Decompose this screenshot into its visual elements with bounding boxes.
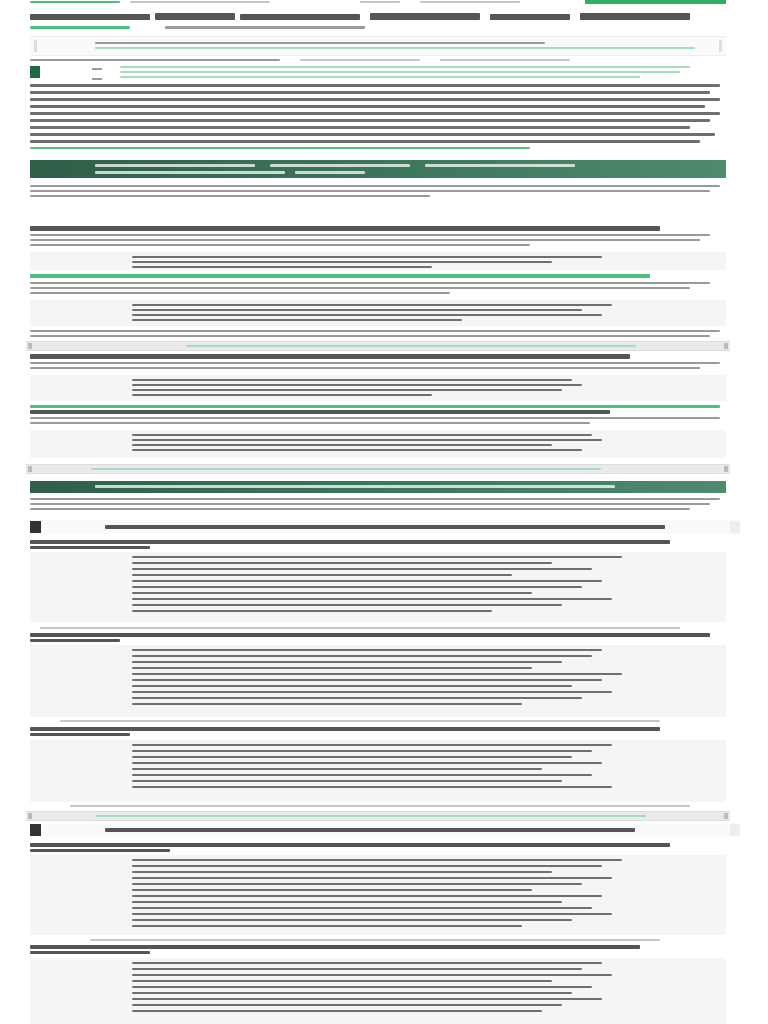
item-2-description: [30, 292, 450, 294]
intro-paragraph: [30, 105, 705, 108]
item-4-code: [132, 434, 592, 436]
section-1-banner-title: [295, 171, 365, 174]
section-1-lead: [30, 190, 710, 192]
subsection-a-item-3-code: [132, 768, 542, 770]
subsection-a-item-3-code: [132, 762, 602, 764]
subsection-a-item-1-code: [132, 562, 552, 564]
breadcrumb-text: [95, 42, 545, 44]
item-2-description: [30, 282, 710, 284]
subsection-a-item-2-title: [30, 639, 120, 642]
item-3-description: [30, 330, 720, 332]
section-1-lead: [30, 195, 430, 197]
section-1-banner-title: [425, 164, 575, 167]
subsection-b-header: [30, 823, 740, 837]
divider-2-label[interactable]: [91, 468, 601, 470]
subsection-a-item-1-code-block: [30, 552, 726, 622]
item-3-code-block: [30, 375, 726, 401]
item-2-description: [30, 287, 690, 289]
breadcrumb-edge: [34, 40, 37, 52]
subsection-b-item-1-code: [132, 925, 522, 927]
site-title: [580, 13, 690, 20]
item-2-code: [132, 319, 462, 321]
subsection-a-item-1-code: [132, 568, 592, 570]
subsection-b-item-1-code: [132, 907, 592, 909]
divider-left-edge: [28, 813, 32, 819]
subsection-a-item-3-code: [132, 780, 562, 782]
subtitle: [165, 26, 365, 29]
subsection-b-item-2-caption: [90, 939, 660, 941]
breadcrumb: [30, 36, 726, 56]
subsection-b-item-1-code: [132, 919, 572, 921]
divider-3: [26, 811, 730, 821]
subsection-a-item-1-code: [132, 580, 602, 582]
subsection-a-item-1-title: [30, 546, 150, 549]
section-1-banner-title: [270, 164, 410, 167]
subsection-b-item-2-code: [132, 968, 582, 970]
intro-paragraph: [30, 119, 710, 122]
divider-right-edge: [724, 466, 728, 472]
item-1-title: [30, 226, 660, 231]
item-4-code: [132, 449, 582, 451]
subsection-a-item-2-code: [132, 679, 602, 681]
item-4-description: [30, 422, 590, 424]
item-4-title: [30, 410, 610, 414]
subsection-a-edge: [730, 521, 740, 533]
item-1-code: [132, 256, 602, 258]
subsection-a-item-2-code: [132, 685, 572, 687]
divider-right-edge: [724, 343, 728, 349]
subsection-a-item-2-code: [132, 667, 532, 669]
section-2-lead: [30, 503, 710, 505]
subsection-a-item-3-code: [132, 756, 572, 758]
item-4-code-block: [30, 430, 726, 458]
subsection-b-item-1-title: [30, 849, 170, 852]
subsection-b-item-1-code: [132, 877, 612, 879]
nav-row-text: [30, 59, 280, 61]
section-2-banner-title: [95, 485, 615, 488]
item-1-code: [132, 261, 552, 263]
item-4-description: [30, 417, 720, 419]
subsection-a-item-2-code-block: [30, 645, 726, 717]
subsection-a-item-2-code: [132, 703, 522, 705]
item-2-title[interactable]: [30, 274, 650, 278]
subsection-b-item-1-code: [132, 859, 622, 861]
subsection-a-item-1-code: [132, 604, 562, 606]
sidebar-item-1[interactable]: [120, 66, 690, 68]
intro-paragraph: [30, 140, 700, 143]
item-4-code: [132, 444, 552, 446]
intro-paragraph: [30, 133, 715, 136]
subsection-b-item-2-code: [132, 962, 602, 964]
subsection-b-item-1-code: [132, 865, 602, 867]
subsection-a-item-2-code: [132, 697, 582, 699]
topbar-left-text: [420, 1, 520, 3]
caption: [70, 805, 690, 807]
section-1-banner: [30, 160, 726, 178]
subsection-b-heading: [105, 828, 635, 832]
subsection-a-item-1-code: [132, 592, 532, 594]
intro-link[interactable]: [30, 147, 530, 149]
subsection-b-edge: [730, 824, 740, 836]
intro-paragraph: [30, 84, 720, 87]
item-3-code: [132, 379, 572, 381]
section-2-lead: [30, 498, 720, 500]
intro-paragraph: [30, 98, 720, 101]
item-3-description: [30, 335, 710, 337]
subsection-a-item-2-title: [30, 633, 710, 637]
item-2-code: [132, 304, 612, 306]
topbar-left-text[interactable]: [30, 1, 120, 3]
item-2-code: [132, 314, 602, 316]
intro-paragraph: [30, 126, 690, 129]
subsection-a-item-2-code: [132, 661, 562, 663]
nav-row-text: [440, 59, 570, 61]
topbar-left-text: [360, 1, 400, 3]
item-1-description: [30, 244, 530, 246]
item-2-code: [132, 309, 582, 311]
intro-paragraph: [30, 112, 720, 115]
item-1-description: [30, 234, 710, 236]
subsection-a-item-3-code: [132, 750, 592, 752]
item-3-code: [132, 384, 582, 386]
subsection-a-item-1-code: [132, 610, 492, 612]
subsection-a-item-3-code: [132, 774, 592, 776]
subsection-a-item-2-code: [132, 691, 612, 693]
breadcrumb-edge: [719, 40, 722, 52]
site-title: [30, 14, 150, 20]
item-3-code: [132, 389, 562, 391]
subsection-b-item-1-code: [132, 913, 612, 915]
item-1-code: [132, 266, 432, 268]
item-2-code-block: [30, 300, 726, 326]
site-title: [370, 13, 480, 20]
subsection-b-item-2-title: [30, 945, 640, 949]
nav-row-text: [300, 59, 420, 61]
subsection-a-item-2-code: [132, 649, 602, 651]
subsection-b-item-1-code: [132, 901, 562, 903]
divider-left-edge: [28, 343, 32, 349]
subsection-b-item-1-code: [132, 889, 532, 891]
breadcrumb-text[interactable]: [95, 47, 695, 49]
subsection-a-item-3-code: [132, 786, 612, 788]
subsection-b-item-2-code: [132, 1004, 562, 1006]
divider-3-label[interactable]: [96, 815, 646, 817]
item-4-title[interactable]: [30, 405, 720, 408]
item-1-code-block: [30, 252, 726, 270]
subsection-a-item-1-code: [132, 574, 512, 576]
site-title: [240, 14, 360, 20]
subsection-a-header: [30, 520, 740, 534]
subsection-b-item-1-code-block: [30, 855, 726, 935]
section-2-banner: [30, 481, 726, 493]
subsection-a-item-3-caption: [60, 720, 660, 722]
subsection-b-item-2-code-block: [30, 958, 726, 1024]
intro-paragraph: [30, 91, 710, 94]
subsection-a-item-3-code: [132, 744, 612, 746]
item-4-code: [132, 439, 602, 441]
subsection-b-item-1-code: [132, 883, 582, 885]
subsection-a-item-1-code: [132, 598, 612, 600]
subsection-a-item-2-code: [132, 673, 622, 675]
section-1-banner-title: [95, 171, 285, 174]
sidebar-item-3[interactable]: [120, 76, 640, 78]
subsection-b-item-2-code: [132, 998, 602, 1000]
subsection-b-item-1-title: [30, 843, 670, 847]
item-3-description: [30, 362, 720, 364]
subsection-a-heading: [105, 525, 665, 529]
topbar-right-button[interactable]: [585, 0, 726, 4]
sidebar-item-2[interactable]: [120, 71, 680, 73]
subsection-b-item-2-title: [30, 951, 150, 954]
item-3-description: [30, 367, 700, 369]
subsection-b-item-2-code: [132, 1010, 542, 1012]
item-3-title: [30, 354, 630, 359]
subsection-a-item-3-title: [30, 733, 130, 736]
subtitle-link[interactable]: [30, 26, 130, 29]
subsection-a-item-1-title: [30, 540, 670, 544]
topbar-left-text: [130, 1, 270, 3]
site-title: [155, 13, 235, 20]
subsection-a-item-1-code: [132, 556, 622, 558]
subsection-b-item-1-code: [132, 895, 602, 897]
section-1-banner-title: [95, 164, 255, 167]
subsection-a-icon: [30, 521, 41, 533]
subsection-b-item-2-code: [132, 980, 552, 982]
divider-right-edge: [724, 813, 728, 819]
item-3-code: [132, 394, 432, 396]
divider-1: [26, 341, 730, 351]
subsection-a-item-1-code: [132, 586, 582, 588]
divider-2: [26, 464, 730, 474]
subsection-a-item-3-code-block: [30, 740, 726, 802]
subsection-a-item-2-code: [132, 655, 592, 657]
subsection-b-item-2-code: [132, 974, 612, 976]
subsection-b-item-2-code: [132, 992, 572, 994]
divider-1-label[interactable]: [186, 345, 636, 347]
menu-icon[interactable]: [92, 68, 102, 80]
divider-left-edge: [28, 466, 32, 472]
section-1-lead: [30, 185, 720, 187]
subsection-b-item-2-code: [132, 986, 592, 988]
sidebar-toggle-icon[interactable]: [30, 66, 40, 78]
subsection-b-item-1-code: [132, 871, 552, 873]
section-2-lead: [30, 508, 690, 510]
subsection-a-item-2-caption: [40, 627, 680, 629]
item-1-description: [30, 239, 700, 241]
subsection-b-icon: [30, 824, 41, 836]
site-title: [490, 14, 570, 20]
subsection-a-item-3-title: [30, 727, 660, 731]
